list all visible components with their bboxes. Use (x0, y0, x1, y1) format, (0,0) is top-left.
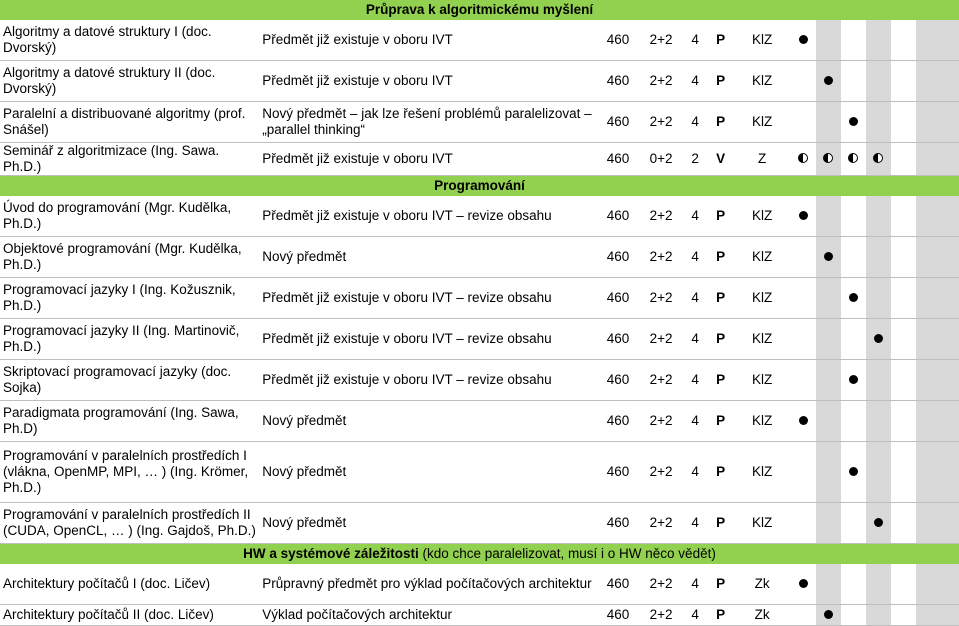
semester-cell (891, 278, 916, 319)
semester-cell (891, 102, 916, 143)
credits: 4 (683, 605, 708, 626)
course-name: Algoritmy a datové struktury I (doc. Dvorský) (0, 20, 259, 61)
section-header (0, 544, 959, 565)
course-description: Nový předmět (259, 401, 596, 442)
semester-cell (841, 278, 866, 319)
course-type: P (708, 20, 734, 61)
filled-dot-icon (849, 375, 858, 384)
course-type: P (708, 605, 734, 626)
department-code: 460 (597, 319, 640, 360)
hours-per-week: 2+2 (640, 102, 683, 143)
course-row (0, 196, 959, 237)
course-type: P (708, 564, 734, 605)
semester-cell (916, 564, 941, 605)
course-row (0, 237, 959, 278)
section-title (0, 176, 959, 197)
half-dot-icon (873, 153, 883, 163)
semester-cell (816, 20, 841, 61)
semester-cell (916, 360, 941, 401)
course-description: Nový předmět – jak lze řešení problémů paralelizovat – „parallel thinking“ (259, 102, 596, 143)
semester-cell (816, 564, 841, 605)
course-type: P (708, 196, 734, 237)
semester-cell (866, 605, 891, 626)
semester-cell (941, 237, 959, 278)
semester-cell (916, 196, 941, 237)
exam-type: KlZ (734, 61, 791, 102)
credits: 4 (683, 102, 708, 143)
course-name: Paradigmata programování (Ing. Sawa, Ph.D) (0, 401, 259, 442)
semester-cell (891, 564, 916, 605)
semester-cell (941, 61, 959, 102)
credits: 4 (683, 503, 708, 544)
filled-dot-icon (799, 211, 808, 220)
semester-cell (941, 143, 959, 176)
course-type: P (708, 61, 734, 102)
credits: 4 (683, 319, 708, 360)
semester-cell (841, 564, 866, 605)
semester-cell (941, 442, 959, 503)
filled-dot-icon (799, 579, 808, 588)
semester-cell (866, 360, 891, 401)
course-row (0, 442, 959, 503)
semester-cell (916, 102, 941, 143)
hours-per-week: 2+2 (640, 564, 683, 605)
semester-cell (916, 20, 941, 61)
semester-cell (791, 278, 816, 319)
semester-cell (791, 102, 816, 143)
course-row (0, 564, 959, 605)
semester-cell (791, 564, 816, 605)
semester-cell (791, 401, 816, 442)
hours-per-week: 2+2 (640, 605, 683, 626)
exam-type: Zk (734, 564, 791, 605)
semester-cell (841, 20, 866, 61)
filled-dot-icon (824, 76, 833, 85)
course-name: Programování v paralelních prostředích II (CUDA, OpenCL, … ) (Ing. Gajdoš, Ph.D.) (0, 503, 259, 544)
exam-type: KlZ (734, 360, 791, 401)
semester-cell (891, 143, 916, 176)
course-name: Objektové programování (Mgr. Kudělka, Ph.D.) (0, 237, 259, 278)
course-type: P (708, 360, 734, 401)
course-description: Nový předmět (259, 503, 596, 544)
credits: 2 (683, 143, 708, 176)
semester-cell (916, 278, 941, 319)
credits: 4 (683, 360, 708, 401)
course-name: Architektury počítačů II (doc. Ličev) (0, 605, 259, 626)
section-title-rest: (kdo chce paralelizovat, musí i o HW něco vědět) (418, 546, 716, 561)
exam-type: KlZ (734, 319, 791, 360)
semester-cell (816, 401, 841, 442)
semester-cell (941, 503, 959, 544)
course-description: Předmět již existuje v oboru IVT – revize obsahu (259, 278, 596, 319)
department-code: 460 (597, 143, 640, 176)
course-description: Předmět již existuje v oboru IVT (259, 20, 596, 61)
exam-type: KlZ (734, 196, 791, 237)
semester-cell (841, 319, 866, 360)
course-description: Předmět již existuje v oboru IVT (259, 143, 596, 176)
credits: 4 (683, 442, 708, 503)
semester-cell (841, 61, 866, 102)
semester-cell (916, 143, 941, 176)
course-name: Programovací jazyky II (Ing. Martinovič, Ph.D.) (0, 319, 259, 360)
hours-per-week: 2+2 (640, 503, 683, 544)
semester-cell (891, 360, 916, 401)
semester-cell (941, 278, 959, 319)
semester-cell (791, 196, 816, 237)
course-name: Algoritmy a datové struktury II (doc. Dvorský) (0, 61, 259, 102)
section-header (0, 0, 959, 20)
filled-dot-icon (799, 35, 808, 44)
half-dot-icon (798, 153, 808, 163)
department-code: 460 (597, 61, 640, 102)
course-name: Programování v paralelních prostředích I (vlákna, OpenMP, MPI, … ) (Ing. Krömer, Ph.D.) (0, 442, 259, 503)
credits: 4 (683, 196, 708, 237)
course-type: P (708, 278, 734, 319)
semester-cell (816, 61, 841, 102)
semester-cell (891, 196, 916, 237)
semester-cell (791, 605, 816, 626)
department-code: 460 (597, 360, 640, 401)
semester-cell (841, 360, 866, 401)
course-name: Programovací jazyky I (Ing. Kožusznik, Ph.D.) (0, 278, 259, 319)
department-code: 460 (597, 102, 640, 143)
semester-cell (866, 143, 891, 176)
semester-cell (841, 401, 866, 442)
credits: 4 (683, 237, 708, 278)
semester-cell (841, 143, 866, 176)
course-type: P (708, 237, 734, 278)
semester-cell (916, 442, 941, 503)
course-type: P (708, 401, 734, 442)
semester-cell (866, 503, 891, 544)
filled-dot-icon (799, 416, 808, 425)
semester-cell (916, 401, 941, 442)
exam-type: KlZ (734, 102, 791, 143)
section-title (0, 0, 959, 20)
course-description: Předmět již existuje v oboru IVT – revize obsahu (259, 360, 596, 401)
section-title-bold: HW a systémové záležitosti (243, 546, 419, 561)
department-code: 460 (597, 503, 640, 544)
semester-cell (816, 278, 841, 319)
semester-cell (866, 20, 891, 61)
course-row (0, 20, 959, 61)
course-description: Průpravný předmět pro výklad počítačových architektur (259, 564, 596, 605)
course-row (0, 278, 959, 319)
semester-cell (941, 401, 959, 442)
course-row (0, 605, 959, 626)
section-title (0, 544, 959, 565)
semester-cell (791, 237, 816, 278)
semester-cell (916, 503, 941, 544)
semester-cell (791, 442, 816, 503)
course-name: Paralelní a distribuované algoritmy (prof. Snášel) (0, 102, 259, 143)
semester-cell (941, 319, 959, 360)
semester-cell (791, 61, 816, 102)
course-row (0, 401, 959, 442)
exam-type: KlZ (734, 278, 791, 319)
semester-cell (916, 319, 941, 360)
course-name: Úvod do programování (Mgr. Kudělka, Ph.D.) (0, 196, 259, 237)
semester-cell (866, 102, 891, 143)
exam-type: KlZ (734, 20, 791, 61)
course-row (0, 503, 959, 544)
course-description: Předmět již existuje v oboru IVT (259, 61, 596, 102)
course-type: V (708, 143, 734, 176)
semester-cell (816, 196, 841, 237)
semester-cell (866, 196, 891, 237)
semester-cell (891, 503, 916, 544)
semester-cell (816, 237, 841, 278)
hours-per-week: 2+2 (640, 360, 683, 401)
exam-type: KlZ (734, 503, 791, 544)
semester-cell (816, 143, 841, 176)
course-row (0, 102, 959, 143)
semester-cell (891, 20, 916, 61)
semester-cell (891, 237, 916, 278)
section-title-bold: Programování (434, 178, 525, 193)
credits: 4 (683, 564, 708, 605)
department-code: 460 (597, 401, 640, 442)
semester-cell (941, 102, 959, 143)
semester-cell (816, 102, 841, 143)
hours-per-week: 2+2 (640, 196, 683, 237)
hours-per-week: 2+2 (640, 237, 683, 278)
department-code: 460 (597, 196, 640, 237)
semester-cell (841, 102, 866, 143)
department-code: 460 (597, 237, 640, 278)
hours-per-week: 2+2 (640, 442, 683, 503)
semester-cell (841, 442, 866, 503)
department-code: 460 (597, 442, 640, 503)
hours-per-week: 2+2 (640, 278, 683, 319)
filled-dot-icon (874, 334, 883, 343)
section-title-bold: Průprava k algoritmickému myšlení (365, 2, 594, 17)
semester-cell (891, 442, 916, 503)
semester-cell (941, 196, 959, 237)
course-row (0, 61, 959, 102)
course-type: P (708, 319, 734, 360)
semester-cell (866, 237, 891, 278)
semester-cell (941, 564, 959, 605)
half-dot-icon (823, 153, 833, 163)
exam-type: Z (734, 143, 791, 176)
exam-type: KlZ (734, 237, 791, 278)
course-description: Nový předmět (259, 237, 596, 278)
semester-cell (916, 605, 941, 626)
exam-type: KlZ (734, 401, 791, 442)
filled-dot-icon (849, 467, 858, 476)
hours-per-week: 2+2 (640, 319, 683, 360)
department-code: 460 (597, 605, 640, 626)
department-code: 460 (597, 564, 640, 605)
semester-cell (816, 605, 841, 626)
hours-per-week: 2+2 (640, 401, 683, 442)
filled-dot-icon (849, 117, 858, 126)
semester-cell (891, 61, 916, 102)
semester-cell (791, 319, 816, 360)
exam-type: KlZ (734, 442, 791, 503)
credits: 4 (683, 278, 708, 319)
semester-cell (841, 605, 866, 626)
semester-cell (841, 237, 866, 278)
semester-cell (941, 360, 959, 401)
exam-type: Zk (734, 605, 791, 626)
filled-dot-icon (874, 518, 883, 527)
semester-cell (791, 20, 816, 61)
semester-cell (916, 61, 941, 102)
semester-cell (866, 564, 891, 605)
semester-cell (916, 237, 941, 278)
department-code: 460 (597, 20, 640, 61)
course-name: Architektury počítačů I (doc. Ličev) (0, 564, 259, 605)
semester-cell (816, 319, 841, 360)
filled-dot-icon (824, 252, 833, 261)
hours-per-week: 2+2 (640, 20, 683, 61)
section-header (0, 176, 959, 197)
course-name: Seminář z algoritmizace (Ing. Sawa. Ph.D.) (0, 143, 259, 176)
semester-cell (891, 319, 916, 360)
semester-cell (866, 442, 891, 503)
hours-per-week: 2+2 (640, 61, 683, 102)
course-name: Skriptovací programovací jazyky (doc. Sojka) (0, 360, 259, 401)
course-description: Výklad počítačových architektur (259, 605, 596, 626)
course-type: P (708, 102, 734, 143)
course-type: P (708, 503, 734, 544)
department-code: 460 (597, 278, 640, 319)
semester-cell (816, 503, 841, 544)
semester-cell (791, 503, 816, 544)
semester-cell (866, 61, 891, 102)
semester-cell (941, 605, 959, 626)
semester-cell (891, 605, 916, 626)
course-description: Předmět již existuje v oboru IVT – revize obsahu (259, 319, 596, 360)
semester-cell (866, 319, 891, 360)
credits: 4 (683, 20, 708, 61)
semester-cell (866, 401, 891, 442)
semester-cell (816, 360, 841, 401)
semester-cell (841, 503, 866, 544)
credits: 4 (683, 61, 708, 102)
course-description: Předmět již existuje v oboru IVT – revize obsahu (259, 196, 596, 237)
semester-cell (841, 196, 866, 237)
filled-dot-icon (824, 610, 833, 619)
course-row (0, 360, 959, 401)
semester-cell (866, 278, 891, 319)
semester-cell (791, 143, 816, 176)
course-description: Nový předmět (259, 442, 596, 503)
course-row (0, 143, 959, 176)
semester-cell (816, 442, 841, 503)
hours-per-week: 0+2 (640, 143, 683, 176)
course-row (0, 319, 959, 360)
semester-cell (941, 20, 959, 61)
semester-cell (891, 401, 916, 442)
half-dot-icon (848, 153, 858, 163)
credits: 4 (683, 401, 708, 442)
filled-dot-icon (849, 293, 858, 302)
semester-cell (791, 360, 816, 401)
course-type: P (708, 442, 734, 503)
